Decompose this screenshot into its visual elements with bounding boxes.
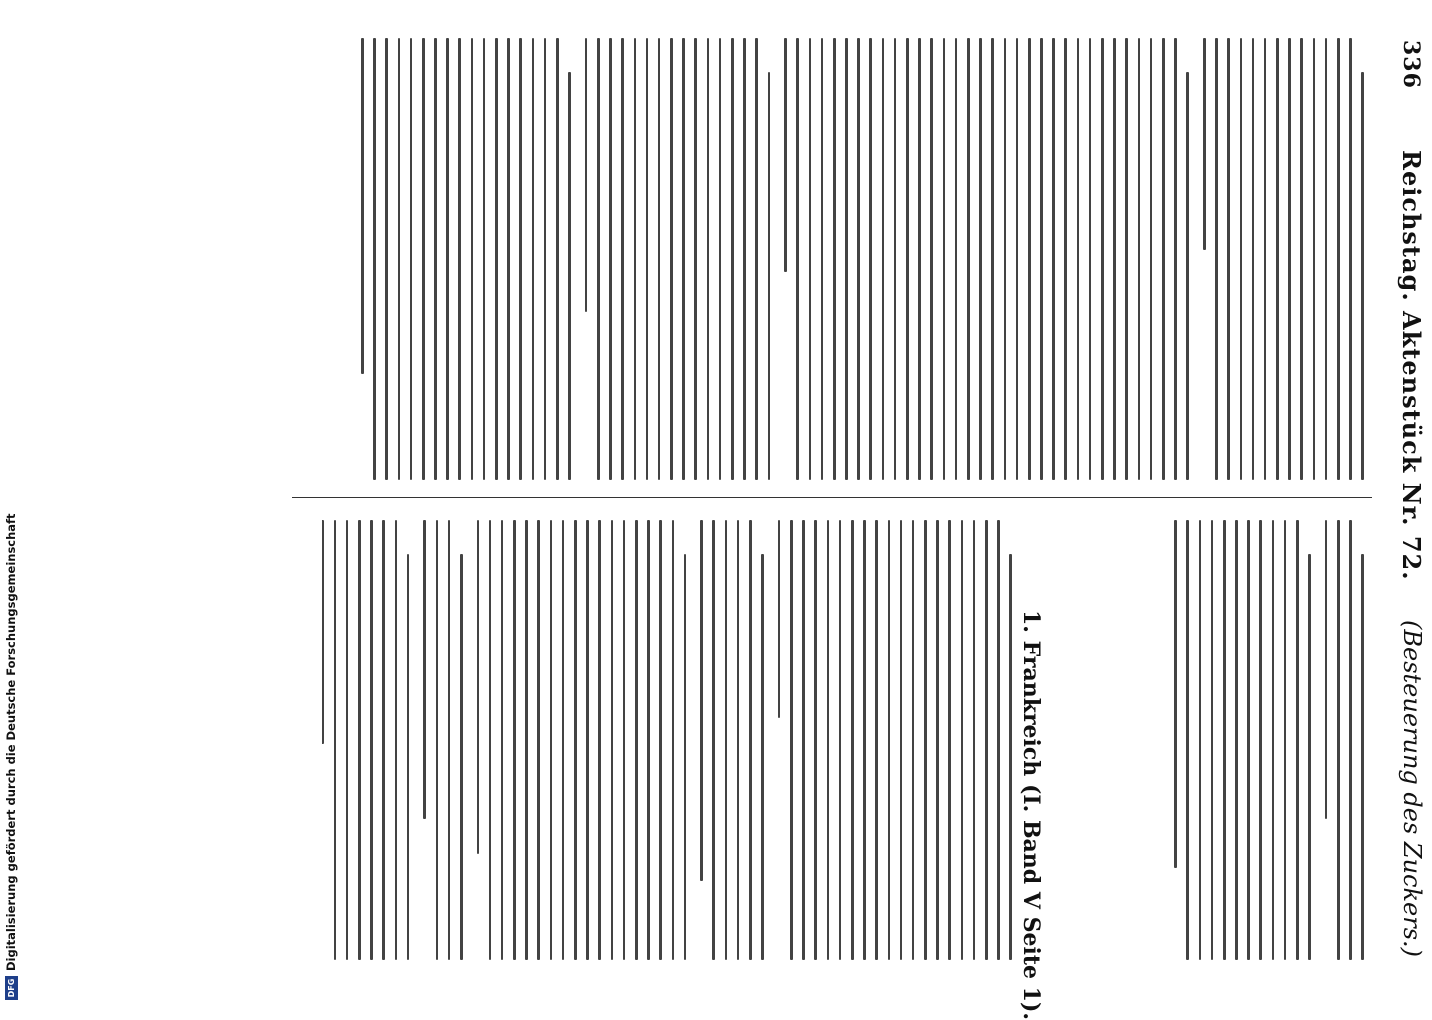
illegible-paragraph	[700, 520, 764, 960]
left-column-text	[344, 38, 1364, 480]
illegible-paragraph	[477, 520, 687, 960]
dfg-logo: DFG	[5, 976, 18, 1000]
watermark-text: Digitalisierung gefördert durch die Deutsche Forschungsgemeinschaft	[4, 513, 18, 971]
illegible-paragraph	[778, 520, 1012, 960]
section-heading: 1. Frankreich (I. Band V Seite 1).	[1018, 610, 1044, 1020]
illegible-paragraph	[361, 38, 571, 480]
page-number: 336	[1398, 40, 1424, 89]
right-column-text-top	[1064, 520, 1364, 960]
illegible-paragraph	[1174, 520, 1311, 960]
illegible-paragraph	[585, 38, 770, 480]
illegible-paragraph	[1203, 38, 1364, 480]
illegible-paragraph	[1325, 520, 1364, 960]
running-title: (Besteuerung des Zuckers.)	[1398, 620, 1426, 958]
right-column-text-bottom	[322, 520, 1012, 960]
scanned-page	[20, 0, 1432, 1020]
illegible-paragraph	[423, 520, 462, 960]
digitization-watermark	[0, 0, 22, 1000]
illegible-paragraph	[322, 520, 409, 960]
illegible-paragraph	[784, 38, 1189, 480]
running-header: Reichstag. Aktenstück Nr. 72.	[1397, 150, 1426, 581]
column-divider	[292, 497, 1372, 498]
